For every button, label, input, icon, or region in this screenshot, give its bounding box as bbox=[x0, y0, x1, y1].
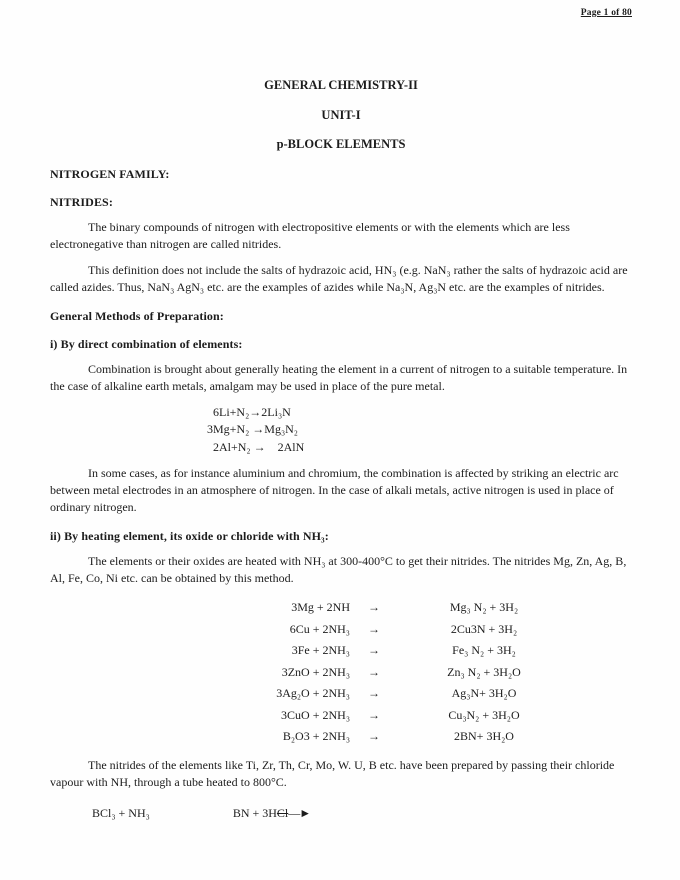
paragraph-nitrides-definition: The binary compounds of nitrogen with electropositive elements or with the elements which are less electronegative than nitrogen are called nitrides. bbox=[50, 219, 570, 251]
equation-block-direct-combination bbox=[207, 404, 632, 457]
equation-reactants: 3Fe + 2NH₃ bbox=[291, 643, 350, 657]
equation-reactants: 3Ag₂O + 2NH₃ bbox=[276, 686, 350, 700]
equation-reactants: 3Mg + 2NH bbox=[291, 600, 350, 614]
arrow-icon: → bbox=[368, 729, 380, 743]
equation-products: Zn₃ N₂ + 3H₂O bbox=[447, 664, 521, 679]
equation-products: Ag₃N+ 3H₂O bbox=[451, 686, 517, 700]
equation-products: Fe₃ N₂ + 3H₂ bbox=[452, 643, 516, 657]
heading-general-methods: General Methods of Preparation: bbox=[50, 308, 224, 323]
equation-products: 2BN+ 3H₂O bbox=[454, 729, 514, 743]
struck-text: Cl bbox=[276, 805, 289, 820]
heading-method-ii: ii) By heating element, its oxide or chloride with NH₃: bbox=[50, 529, 329, 543]
arrow-icon: → bbox=[368, 664, 380, 679]
equation-li: 6Li+N₂→2Li₃N bbox=[207, 404, 291, 419]
paragraph-heating-nh3: The elements or their oxides are heated with NH₃ at 300-400°C to get their nitrides. The nitrides Mg, Zn, Ag, B, Al, Fe, Co, Ni etc. can be obtained by this method. bbox=[50, 554, 627, 585]
equation-table-nh3-reactions bbox=[212, 597, 632, 748]
heading-nitrogen-family: NITROGEN FAMILY: bbox=[50, 166, 170, 181]
page-number-header: Page 1 of 80 bbox=[580, 8, 632, 18]
equation-reactants: 6Cu + 2NH₃ bbox=[289, 621, 350, 636]
paragraph-chloride-vapour: The nitrides of the elements like Ti, Zr, Th, Cr, Mo, W. U, B etc. have been prepared by passing their chloride vapour with NH, through a tube heated to 800°C. bbox=[50, 757, 615, 789]
equation-al: 2Al+N₂ → 2AlN bbox=[207, 439, 305, 454]
document-titles bbox=[50, 78, 632, 152]
heading-method-i: i) By direct combination of elements: bbox=[50, 336, 243, 351]
equation-reactants: 3ZnO + 2NH₃ bbox=[281, 664, 350, 679]
equation-products: BN + 3H bbox=[232, 805, 277, 820]
equation-reactants: 3CuO + 2NH₃ bbox=[281, 707, 350, 722]
equation-products: Cu₃N₂ + 3H₂O bbox=[448, 707, 520, 722]
heading-nitrides: NITRIDES: bbox=[50, 194, 113, 209]
chapter-title: p-BLOCK ELEMENTS bbox=[276, 137, 406, 151]
paragraph-azides-definition: This definition does not include the salts of hydrazoic acid, HN₃ (e.g. NaN₃ rather the salts of hydrazoic acid are called azides. Thus, NaN₃ AgN₃ etc. are the examples of azides while Na₃N, Ag₃N etc. are the examples of nitrides. bbox=[50, 262, 628, 294]
paragraph-electric-arc: In some cases, as for instance aluminium and chromium, the combination is affected by striking an electric arc between metal electrodes in an atmosphere of nitrogen. In the case of alkali metals, active nitrogen is used in place of ordinary nitrogen. bbox=[50, 466, 619, 514]
equation-bcl3-nh3 bbox=[92, 806, 632, 821]
equation-reactants: BCl₃ + NH₃ bbox=[92, 805, 150, 820]
paragraph-direct-combination: Combination is brought about generally heating the element in a current of nitrogen to a suitable temperature. In the case of alkaline earth metals, amalgam may be used in place of the pure metal. bbox=[50, 361, 628, 393]
equation-reactants: B₂O3 + 2NH₃ bbox=[282, 729, 350, 743]
arrow-icon: → bbox=[368, 686, 380, 700]
arrow-icon: → bbox=[368, 600, 380, 614]
equation-products: 2Cu3N + 3H₂ bbox=[450, 621, 518, 636]
unit-title: UNIT-I bbox=[321, 107, 361, 122]
equation-products: Mg₃ N₂ + 3H₂ bbox=[449, 600, 519, 614]
equation-mg: 3Mg+N₂ →Mg₃N₂ bbox=[207, 422, 298, 436]
arrow-icon: → bbox=[368, 707, 380, 722]
arrow-icon: → bbox=[368, 621, 380, 636]
arrow-right-icon: —► bbox=[288, 805, 311, 820]
course-title: GENERAL CHEMISTRY-II bbox=[264, 78, 418, 92]
arrow-icon: → bbox=[368, 643, 380, 657]
